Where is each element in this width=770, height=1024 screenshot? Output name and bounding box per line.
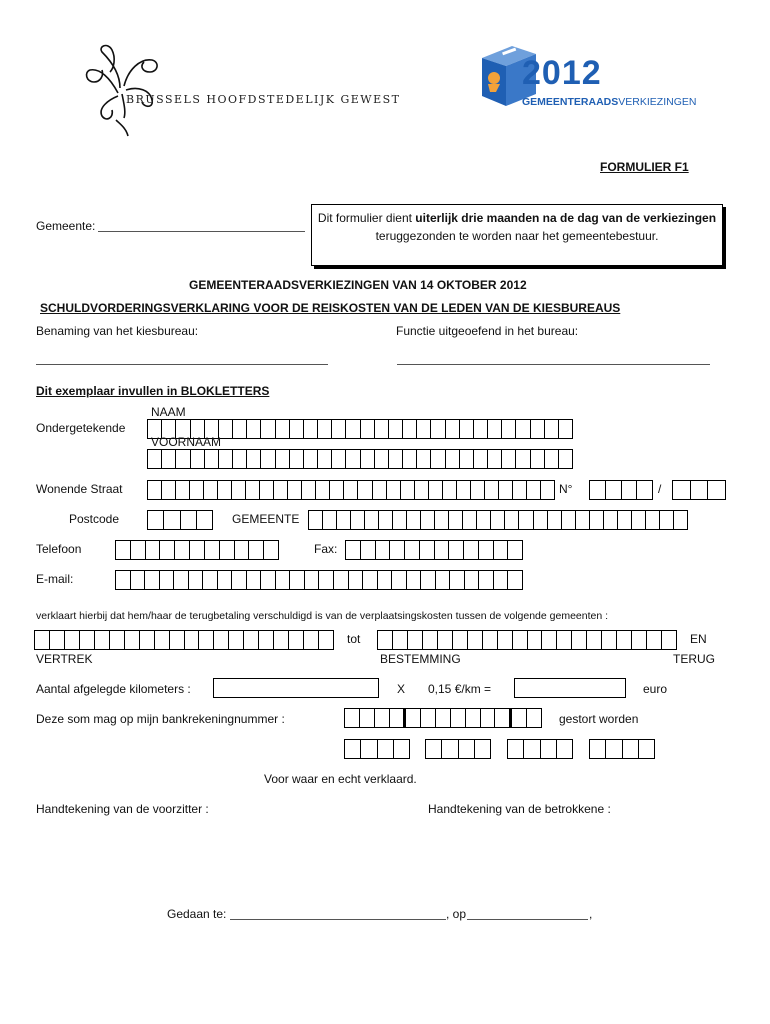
times-sign: X <box>397 682 406 696</box>
gedaan-te-label: Gedaan te: <box>167 907 227 921</box>
en-label: EN <box>690 632 707 646</box>
bureau-name-line[interactable] <box>36 363 328 365</box>
email-label: E-mail: <box>36 572 74 586</box>
email-boxes[interactable] <box>115 570 523 590</box>
bestemming-boxes[interactable] <box>377 630 677 650</box>
gemeente-field-label: GEMEENTE <box>232 512 300 526</box>
postcode-boxes[interactable] <box>147 510 213 530</box>
bureau-function-line[interactable] <box>397 363 710 365</box>
bureau-name-label: Benaming van het kiesbureau: <box>36 324 199 338</box>
date-line[interactable] <box>467 918 588 920</box>
iris-icon <box>80 38 190 138</box>
election-caption <box>522 96 696 108</box>
gemeente-label: Gemeente: <box>36 219 96 233</box>
terug-label: TERUG <box>673 652 715 666</box>
wonende-straat-label: Wonende Straat <box>36 482 123 496</box>
form-subtitle: SCHULDVORDERINGSVERKLARING VOOR DE REISKOSTEN VAN DE LEDEN VAN DE KIESBUREAUS <box>40 301 621 315</box>
notice-part3: teruggezonden te worden naar het gemeentebestuur. <box>375 229 659 243</box>
chair-signature-label: Handtekening van de voorzitter : <box>36 802 209 816</box>
deadline-notice <box>311 204 723 266</box>
telefoon-boxes[interactable] <box>115 540 279 560</box>
amount-input[interactable] <box>514 678 626 698</box>
bus-boxes[interactable] <box>672 480 726 500</box>
euro-label: euro <box>643 682 668 696</box>
voornaam-label: VOORNAAM <box>151 435 222 449</box>
bank-suffix: gestort worden <box>559 712 639 726</box>
bank-boxes-2d[interactable] <box>589 739 655 759</box>
fax-boxes[interactable] <box>345 540 523 560</box>
region-name: BRUSSELS HOOFDSTEDELIJK GEWEST <box>126 93 401 106</box>
bank-boxes-2c[interactable] <box>507 739 573 759</box>
op-label: , op <box>446 907 467 921</box>
election-2012-logo <box>478 40 718 120</box>
footer-end: , <box>589 907 593 921</box>
bestemming-label: BESTEMMING <box>380 652 461 666</box>
vertrek-boxes[interactable] <box>34 630 334 650</box>
gemeente-boxes[interactable] <box>308 510 688 530</box>
kilometers-label: Aantal afgelegde kilometers : <box>36 682 191 696</box>
naam-label: NAAM <box>151 405 186 419</box>
person-signature-label: Handtekening van de betrokkene : <box>428 802 611 816</box>
nummer-label: N° <box>559 482 573 496</box>
brussels-region-logo <box>80 38 401 138</box>
form-title: GEMEENTERAADSVERKIEZINGEN VAN 14 OKTOBER 2012 <box>189 278 527 292</box>
blockletters-instruction: Dit exemplaar invullen in BLOKLETTERS <box>36 384 270 398</box>
declaration-text: verklaart hierbij dat hem/haar de terugbetaling verschuldigd is van de verplaatsingskosten tussen de volgende gemeenten : <box>36 610 609 622</box>
nummer-boxes[interactable] <box>589 480 653 500</box>
ondergetekende-label: Ondergetekende <box>36 421 126 435</box>
bus-slash: / <box>658 482 662 496</box>
tot-label: tot <box>347 632 361 646</box>
kilometers-input[interactable] <box>213 678 379 698</box>
election-caption-bold: GEMEENTERAADS <box>522 96 619 108</box>
bank-boxes-2a[interactable] <box>344 739 410 759</box>
bank-label: Deze som mag op mijn bankrekeningnummer : <box>36 712 285 726</box>
fax-label: Fax: <box>314 542 338 556</box>
election-caption-light: VERKIEZINGEN <box>618 96 697 108</box>
bank-boxes-2b[interactable] <box>425 739 491 759</box>
voornaam-boxes[interactable] <box>147 449 573 469</box>
postcode-label: Postcode <box>69 512 120 526</box>
bureau-function-label: Functie uitgeoefend in het bureau: <box>396 324 579 338</box>
rate-label: 0,15 €/km = <box>428 682 492 696</box>
telefoon-label: Telefoon <box>36 542 82 556</box>
gemeente-line[interactable] <box>98 230 305 232</box>
certified-text: Voor waar en echt verklaard. <box>264 772 417 786</box>
vertrek-label: VERTREK <box>36 652 93 666</box>
election-year: 2012 <box>522 54 602 92</box>
gedaan-te-line[interactable] <box>230 918 446 920</box>
notice-part2: uiterlijk drie maanden na de dag van de verkiezingen <box>415 211 717 225</box>
form-id: FORMULIER F1 <box>600 160 689 174</box>
bank-boxes-1[interactable] <box>344 708 542 728</box>
notice-part1: Dit formulier dient <box>317 211 416 225</box>
straat-boxes[interactable] <box>147 480 555 500</box>
